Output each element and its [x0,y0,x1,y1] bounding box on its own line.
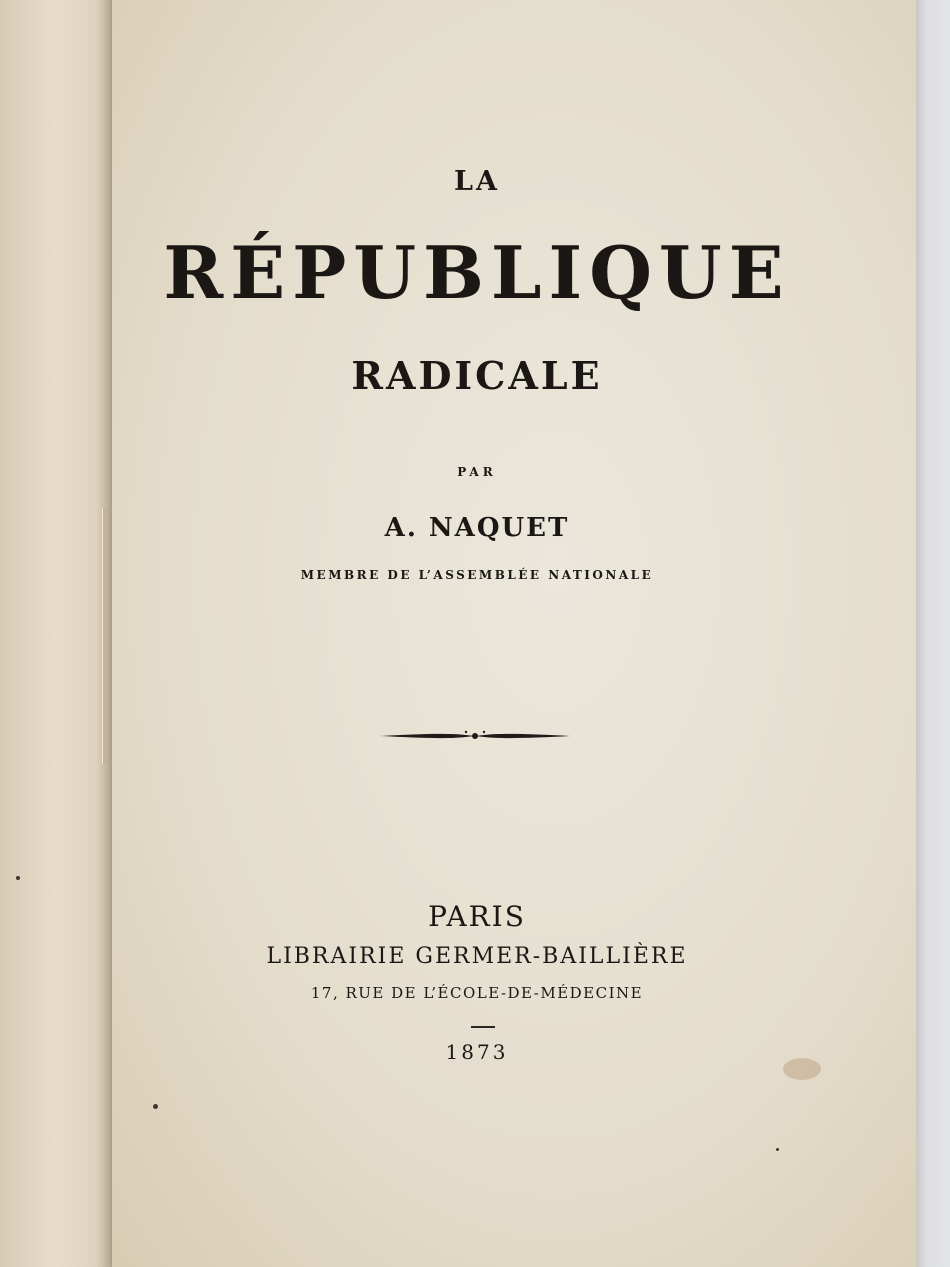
paper-speck [153,1104,158,1109]
paper-speck [776,1148,779,1151]
paper-speck [16,876,20,880]
publication-year: 1873 [445,1040,509,1064]
by-line: PAR [457,465,497,479]
table-surface [916,0,950,1267]
book-title: RÉPUBLIQUE [163,230,791,315]
title-article: LA [454,166,500,197]
publication-city: PARIS [428,900,526,933]
publisher-address: 17, RUE DE L’ÉCOLE-DE-MÉDECINE [310,984,644,1002]
author-name: A. NAQUET [384,513,570,543]
publisher-name: LIBRAIRIE GERMER-BAILLIÈRE [266,944,688,969]
ornament-divider-icon [378,728,572,744]
binding-thread [102,508,106,764]
author-role: MEMBRE DE L’ASSEMBLÉE NATIONALE [300,568,654,582]
short-rule [471,1026,495,1028]
book-subtitle: RADICALE [351,353,603,398]
